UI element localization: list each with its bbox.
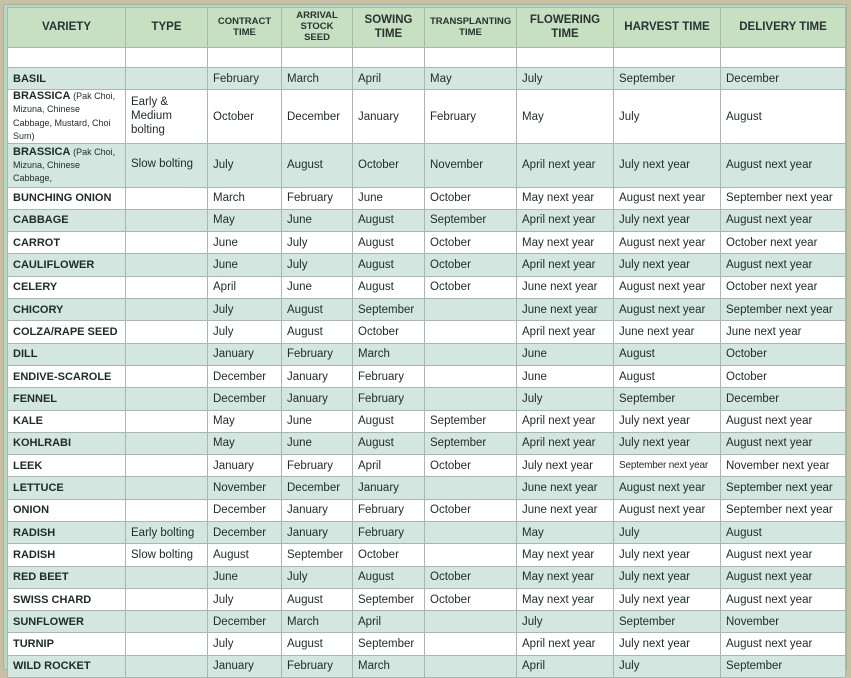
transplanting-time-cell: [425, 321, 517, 343]
transplanting-time-cell: October: [425, 566, 517, 588]
variety-cell: FENNEL: [8, 388, 126, 410]
variety-subtypes: (Pak Choi, Mizuna, Chinese Cabbage,: [13, 146, 116, 183]
flowering-time-cell: April next year: [517, 410, 614, 432]
seed-schedule-table: [7, 7, 846, 678]
table-frame: [3, 4, 847, 673]
harvest-time-cell: August next year: [614, 499, 721, 521]
table-row: [8, 343, 846, 365]
table-row: [8, 499, 846, 521]
delivery-time-cell: September next year: [721, 477, 846, 499]
table-row: [8, 299, 846, 321]
arrival-stock-seed-cell: January: [282, 388, 353, 410]
sowing-time-cell: August: [353, 276, 425, 298]
variety-cell: COLZA/RAPE SEED: [8, 321, 126, 343]
arrival-stock-seed-cell: June: [282, 410, 353, 432]
variety-cell: KALE: [8, 410, 126, 432]
contract-time-cell: January: [208, 343, 282, 365]
type-cell: [126, 566, 208, 588]
delivery-time-cell: August next year: [721, 410, 846, 432]
harvest-time-cell: July next year: [614, 432, 721, 454]
table-row: [8, 566, 846, 588]
arrival-stock-seed-cell: March: [282, 68, 353, 90]
delivery-time-cell: August next year: [721, 633, 846, 655]
contract-time-cell: January: [208, 655, 282, 677]
column-header: TRANSPLANTING TIME: [425, 8, 517, 48]
delivery-time-cell: August next year: [721, 588, 846, 610]
spacer-cell: [208, 48, 282, 68]
contract-time-cell: May: [208, 432, 282, 454]
table-row: [8, 68, 846, 90]
harvest-time-cell: August next year: [614, 299, 721, 321]
variety-cell: LEEK: [8, 455, 126, 477]
delivery-time-cell: September: [721, 655, 846, 677]
transplanting-time-cell: [425, 299, 517, 321]
variety-cell: TURNIP: [8, 633, 126, 655]
flowering-time-cell: June: [517, 365, 614, 387]
delivery-time-cell: August next year: [721, 432, 846, 454]
contract-time-cell: October: [208, 90, 282, 144]
transplanting-time-cell: February: [425, 90, 517, 144]
variety-cell: BUNCHING ONION: [8, 187, 126, 209]
sowing-time-cell: April: [353, 68, 425, 90]
arrival-stock-seed-cell: December: [282, 477, 353, 499]
spacer-cell: [614, 48, 721, 68]
type-cell: [126, 209, 208, 231]
type-cell: Early & Medium bolting: [126, 90, 208, 144]
type-cell: [126, 432, 208, 454]
harvest-time-cell: June next year: [614, 321, 721, 343]
delivery-time-cell: September next year: [721, 187, 846, 209]
contract-time-cell: December: [208, 522, 282, 544]
sowing-time-cell: January: [353, 477, 425, 499]
table-row: [8, 544, 846, 566]
sowing-time-cell: October: [353, 144, 425, 188]
flowering-time-cell: June next year: [517, 299, 614, 321]
transplanting-time-cell: [425, 611, 517, 633]
sowing-time-cell: February: [353, 365, 425, 387]
type-cell: [126, 68, 208, 90]
flowering-time-cell: April next year: [517, 209, 614, 231]
arrival-stock-seed-cell: July: [282, 254, 353, 276]
type-cell: Early bolting: [126, 522, 208, 544]
flowering-time-cell: April next year: [517, 633, 614, 655]
contract-time-cell: February: [208, 68, 282, 90]
contract-time-cell: July: [208, 299, 282, 321]
type-cell: [126, 232, 208, 254]
arrival-stock-seed-cell: June: [282, 432, 353, 454]
type-cell: [126, 455, 208, 477]
type-cell: [126, 365, 208, 387]
sowing-time-cell: August: [353, 254, 425, 276]
contract-time-cell: November: [208, 477, 282, 499]
delivery-time-cell: October next year: [721, 232, 846, 254]
harvest-time-cell: September: [614, 611, 721, 633]
transplanting-time-cell: May: [425, 68, 517, 90]
arrival-stock-seed-cell: July: [282, 566, 353, 588]
transplanting-time-cell: October: [425, 187, 517, 209]
contract-time-cell: August: [208, 544, 282, 566]
variety-name: BRASSICA: [13, 90, 71, 103]
flowering-time-cell: May next year: [517, 187, 614, 209]
sowing-time-cell: March: [353, 655, 425, 677]
contract-time-cell: June: [208, 254, 282, 276]
arrival-stock-seed-cell: February: [282, 187, 353, 209]
transplanting-time-cell: September: [425, 410, 517, 432]
sowing-time-cell: September: [353, 633, 425, 655]
sowing-time-cell: August: [353, 209, 425, 231]
table-row: [8, 522, 846, 544]
delivery-time-cell: August: [721, 522, 846, 544]
arrival-stock-seed-cell: January: [282, 365, 353, 387]
harvest-time-cell: August: [614, 343, 721, 365]
harvest-time-cell: September: [614, 68, 721, 90]
harvest-time-cell: July: [614, 522, 721, 544]
table-row: [8, 144, 846, 188]
transplanting-time-cell: [425, 477, 517, 499]
transplanting-time-cell: October: [425, 499, 517, 521]
delivery-time-cell: June next year: [721, 321, 846, 343]
arrival-stock-seed-cell: August: [282, 321, 353, 343]
variety-cell: SUNFLOWER: [8, 611, 126, 633]
variety-name: BRASSICA: [13, 145, 71, 158]
arrival-stock-seed-cell: March: [282, 611, 353, 633]
arrival-stock-seed-cell: August: [282, 144, 353, 188]
transplanting-time-cell: October: [425, 276, 517, 298]
contract-time-cell: June: [208, 566, 282, 588]
harvest-time-cell: August: [614, 365, 721, 387]
harvest-time-cell: August next year: [614, 276, 721, 298]
harvest-time-cell: September: [614, 388, 721, 410]
type-cell: [126, 499, 208, 521]
delivery-time-cell: August: [721, 90, 846, 144]
type-cell: [126, 299, 208, 321]
flowering-time-cell: April next year: [517, 254, 614, 276]
arrival-stock-seed-cell: August: [282, 633, 353, 655]
sowing-time-cell: April: [353, 611, 425, 633]
sowing-time-cell: February: [353, 388, 425, 410]
sowing-time-cell: April: [353, 455, 425, 477]
flowering-time-cell: May next year: [517, 232, 614, 254]
sowing-time-cell: August: [353, 410, 425, 432]
spacer-cell: [721, 48, 846, 68]
spacer-row: [8, 48, 846, 68]
variety-subtypes: (Pak Choi, Mizuna, Chinese Cabbage, Mustard, Choi Sum): [13, 91, 116, 141]
transplanting-time-cell: September: [425, 432, 517, 454]
table-row: [8, 388, 846, 410]
delivery-time-cell: October: [721, 343, 846, 365]
spacer-cell: [282, 48, 353, 68]
flowering-time-cell: May next year: [517, 544, 614, 566]
delivery-time-cell: August next year: [721, 209, 846, 231]
header-row: [8, 8, 846, 48]
variety-cell: ONION: [8, 499, 126, 521]
variety-cell: [8, 90, 126, 144]
delivery-time-cell: August next year: [721, 566, 846, 588]
flowering-time-cell: June next year: [517, 499, 614, 521]
harvest-time-cell: September next year: [614, 455, 721, 477]
delivery-time-cell: August next year: [721, 144, 846, 188]
arrival-stock-seed-cell: January: [282, 499, 353, 521]
sowing-time-cell: August: [353, 566, 425, 588]
delivery-time-cell: October: [721, 365, 846, 387]
harvest-time-cell: July next year: [614, 544, 721, 566]
delivery-time-cell: December: [721, 68, 846, 90]
contract-time-cell: March: [208, 187, 282, 209]
transplanting-time-cell: [425, 655, 517, 677]
harvest-time-cell: July: [614, 90, 721, 144]
flowering-time-cell: June next year: [517, 477, 614, 499]
contract-time-cell: December: [208, 611, 282, 633]
contract-time-cell: April: [208, 276, 282, 298]
sowing-time-cell: August: [353, 232, 425, 254]
contract-time-cell: January: [208, 455, 282, 477]
flowering-time-cell: May: [517, 522, 614, 544]
flowering-time-cell: June: [517, 343, 614, 365]
table-row: [8, 321, 846, 343]
sowing-time-cell: March: [353, 343, 425, 365]
column-header: VARIETY: [8, 8, 126, 48]
sowing-time-cell: September: [353, 588, 425, 610]
transplanting-time-cell: [425, 544, 517, 566]
transplanting-time-cell: October: [425, 455, 517, 477]
flowering-time-cell: April next year: [517, 144, 614, 188]
type-cell: [126, 410, 208, 432]
type-cell: [126, 254, 208, 276]
harvest-time-cell: August next year: [614, 187, 721, 209]
table-row: [8, 633, 846, 655]
contract-time-cell: July: [208, 633, 282, 655]
type-cell: Slow bolting: [126, 544, 208, 566]
column-header: TYPE: [126, 8, 208, 48]
arrival-stock-seed-cell: February: [282, 455, 353, 477]
arrival-stock-seed-cell: September: [282, 544, 353, 566]
flowering-time-cell: April next year: [517, 432, 614, 454]
spacer-cell: [353, 48, 425, 68]
harvest-time-cell: July next year: [614, 144, 721, 188]
harvest-time-cell: August next year: [614, 232, 721, 254]
table-row: [8, 611, 846, 633]
variety-cell: DILL: [8, 343, 126, 365]
table-row: [8, 588, 846, 610]
transplanting-time-cell: [425, 343, 517, 365]
type-cell: [126, 388, 208, 410]
table-row: [8, 276, 846, 298]
flowering-time-cell: May next year: [517, 566, 614, 588]
arrival-stock-seed-cell: August: [282, 299, 353, 321]
harvest-time-cell: July next year: [614, 566, 721, 588]
flowering-time-cell: May: [517, 90, 614, 144]
harvest-time-cell: July next year: [614, 410, 721, 432]
flowering-time-cell: July: [517, 388, 614, 410]
contract-time-cell: June: [208, 232, 282, 254]
arrival-stock-seed-cell: February: [282, 655, 353, 677]
variety-cell: [8, 144, 126, 188]
table-row: [8, 477, 846, 499]
flowering-time-cell: July: [517, 611, 614, 633]
flowering-time-cell: June next year: [517, 276, 614, 298]
flowering-time-cell: April: [517, 655, 614, 677]
arrival-stock-seed-cell: June: [282, 276, 353, 298]
table-row: [8, 209, 846, 231]
sowing-time-cell: February: [353, 499, 425, 521]
table-row: [8, 187, 846, 209]
contract-time-cell: July: [208, 321, 282, 343]
variety-cell: CABBAGE: [8, 209, 126, 231]
variety-cell: CAULIFLOWER: [8, 254, 126, 276]
contract-time-cell: May: [208, 209, 282, 231]
variety-cell: WILD ROCKET: [8, 655, 126, 677]
sowing-time-cell: August: [353, 432, 425, 454]
contract-time-cell: December: [208, 365, 282, 387]
variety-cell: RED BEET: [8, 566, 126, 588]
type-cell: [126, 276, 208, 298]
table-row: [8, 90, 846, 144]
delivery-time-cell: December: [721, 388, 846, 410]
variety-cell: CHICORY: [8, 299, 126, 321]
table-body: [8, 48, 846, 678]
transplanting-time-cell: October: [425, 232, 517, 254]
flowering-time-cell: April next year: [517, 321, 614, 343]
arrival-stock-seed-cell: January: [282, 522, 353, 544]
harvest-time-cell: July next year: [614, 254, 721, 276]
transplanting-time-cell: [425, 388, 517, 410]
transplanting-time-cell: October: [425, 588, 517, 610]
variety-cell: CELERY: [8, 276, 126, 298]
type-cell: [126, 343, 208, 365]
spacer-cell: [126, 48, 208, 68]
transplanting-time-cell: November: [425, 144, 517, 188]
transplanting-time-cell: [425, 633, 517, 655]
type-cell: [126, 321, 208, 343]
variety-cell: LETTUCE: [8, 477, 126, 499]
sowing-time-cell: October: [353, 321, 425, 343]
contract-time-cell: December: [208, 388, 282, 410]
table-row: [8, 432, 846, 454]
flowering-time-cell: May next year: [517, 588, 614, 610]
column-header: DELIVERY TIME: [721, 8, 846, 48]
arrival-stock-seed-cell: December: [282, 90, 353, 144]
column-header: HARVEST TIME: [614, 8, 721, 48]
sowing-time-cell: January: [353, 90, 425, 144]
variety-cell: BASIL: [8, 68, 126, 90]
table-row: [8, 655, 846, 677]
table-row: [8, 254, 846, 276]
column-header: ARRIVAL STOCK SEED: [282, 8, 353, 48]
column-header: FLOWERING TIME: [517, 8, 614, 48]
type-cell: [126, 477, 208, 499]
transplanting-time-cell: [425, 365, 517, 387]
harvest-time-cell: July next year: [614, 209, 721, 231]
transplanting-time-cell: October: [425, 254, 517, 276]
sowing-time-cell: September: [353, 299, 425, 321]
type-cell: [126, 655, 208, 677]
transplanting-time-cell: [425, 522, 517, 544]
table-row: [8, 410, 846, 432]
type-cell: [126, 633, 208, 655]
variety-cell: RADISH: [8, 522, 126, 544]
sowing-time-cell: February: [353, 522, 425, 544]
variety-cell: SWISS CHARD: [8, 588, 126, 610]
column-header: SOWING TIME: [353, 8, 425, 48]
contract-time-cell: May: [208, 410, 282, 432]
sowing-time-cell: October: [353, 544, 425, 566]
delivery-time-cell: November next year: [721, 455, 846, 477]
arrival-stock-seed-cell: August: [282, 588, 353, 610]
contract-time-cell: July: [208, 144, 282, 188]
table-row: [8, 455, 846, 477]
sowing-time-cell: June: [353, 187, 425, 209]
table-row: [8, 232, 846, 254]
arrival-stock-seed-cell: June: [282, 209, 353, 231]
harvest-time-cell: July next year: [614, 588, 721, 610]
variety-cell: ENDIVE-SCAROLE: [8, 365, 126, 387]
delivery-time-cell: August next year: [721, 254, 846, 276]
type-cell: [126, 187, 208, 209]
type-cell: [126, 588, 208, 610]
spacer-cell: [425, 48, 517, 68]
harvest-time-cell: July next year: [614, 633, 721, 655]
column-header: CONTRACT TIME: [208, 8, 282, 48]
arrival-stock-seed-cell: July: [282, 232, 353, 254]
delivery-time-cell: November: [721, 611, 846, 633]
delivery-time-cell: August next year: [721, 544, 846, 566]
spacer-cell: [517, 48, 614, 68]
flowering-time-cell: July: [517, 68, 614, 90]
contract-time-cell: July: [208, 588, 282, 610]
delivery-time-cell: September next year: [721, 299, 846, 321]
transplanting-time-cell: September: [425, 209, 517, 231]
variety-cell: RADISH: [8, 544, 126, 566]
flowering-time-cell: July next year: [517, 455, 614, 477]
delivery-time-cell: September next year: [721, 499, 846, 521]
harvest-time-cell: July: [614, 655, 721, 677]
type-cell: [126, 611, 208, 633]
variety-cell: CARROT: [8, 232, 126, 254]
contract-time-cell: December: [208, 499, 282, 521]
delivery-time-cell: October next year: [721, 276, 846, 298]
variety-cell: KOHLRABI: [8, 432, 126, 454]
arrival-stock-seed-cell: February: [282, 343, 353, 365]
harvest-time-cell: August next year: [614, 477, 721, 499]
table-row: [8, 365, 846, 387]
type-cell: Slow bolting: [126, 144, 208, 188]
spacer-cell: [8, 48, 126, 68]
